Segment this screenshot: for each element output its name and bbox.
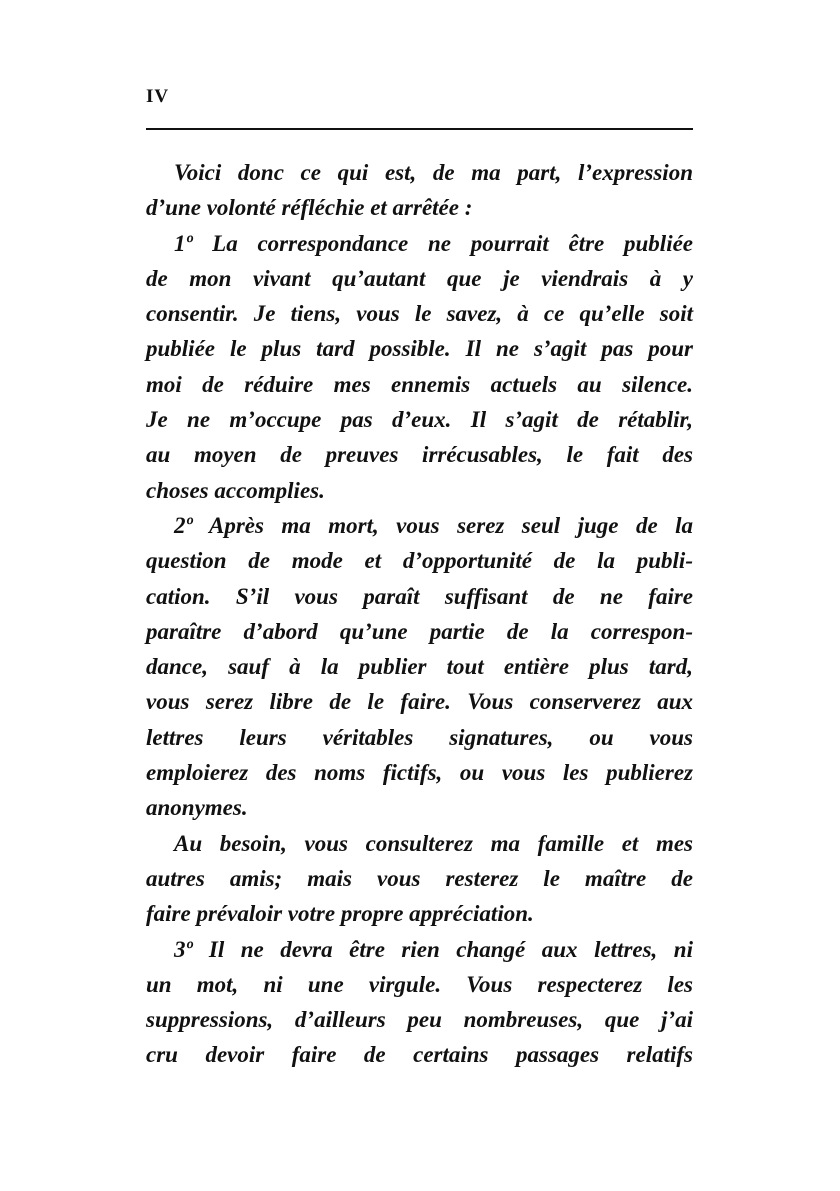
body-text <box>146 155 693 1073</box>
text-line: dance, sauf à la publier tout entière plus tard, <box>146 654 693 680</box>
text-line: consentir. Je tiens, vous le savez, à ce qu’elle soit <box>146 301 693 327</box>
text-line: moi de réduire mes ennemis actuels au silence. <box>146 371 693 397</box>
text-line: 2º Après ma mort, vous serez seul juge de la <box>174 512 693 538</box>
text-line: emploierez des noms fictifs, ou vous les publierez <box>146 760 693 786</box>
text-line: faire prévaloir votre propre appréciation. <box>146 901 534 927</box>
text-line: Voici donc ce qui est, de ma part, l’expression <box>174 160 693 185</box>
text-line: d’une volonté réfléchie et arrêtée : <box>146 195 473 221</box>
text-line: question de mode et d’opportunité de la publi- <box>146 548 693 574</box>
text-line: publiée le plus tard possible. Il ne s’agit pas pour <box>146 336 693 362</box>
text-line: un mot, ni une virgule. Vous respecterez les <box>146 971 693 997</box>
text-line: au moyen de preuves irrécusables, le fait des <box>146 442 693 468</box>
text-line: vous serez libre de le faire. Vous conserverez aux <box>146 689 693 715</box>
text-line: Je ne m’occupe pas d’eux. Il s’agit de rétablir, <box>146 407 693 433</box>
text-line: lettres leurs véritables signatures, ou vous <box>146 724 693 750</box>
text-line: Au besoin, vous consulterez ma famille et mes <box>174 830 693 856</box>
text-line: autres amis; mais vous resterez le maître de <box>146 865 693 891</box>
header-rule <box>146 128 693 130</box>
text-line: cru devoir faire de certains passages relatifs <box>146 1042 693 1068</box>
page-number: IV <box>146 86 170 107</box>
text-line: choses accomplies. <box>146 477 325 503</box>
text-line: suppressions, d’ailleurs peu nombreuses, que j’ai <box>146 1007 693 1033</box>
text-line: de mon vivant qu’autant que je viendrais à y <box>146 265 693 291</box>
text-line: 1º La correspondance ne pourrait être publiée <box>174 230 693 256</box>
text-line: 3º Il ne devra être rien changé aux lettres, ni <box>174 936 693 962</box>
text-line: paraître d’abord qu’une partie de la correspon- <box>146 618 693 644</box>
text-line: cation. S’il vous paraît suffisant de ne faire <box>146 583 693 609</box>
text-line: anonymes. <box>146 795 248 821</box>
